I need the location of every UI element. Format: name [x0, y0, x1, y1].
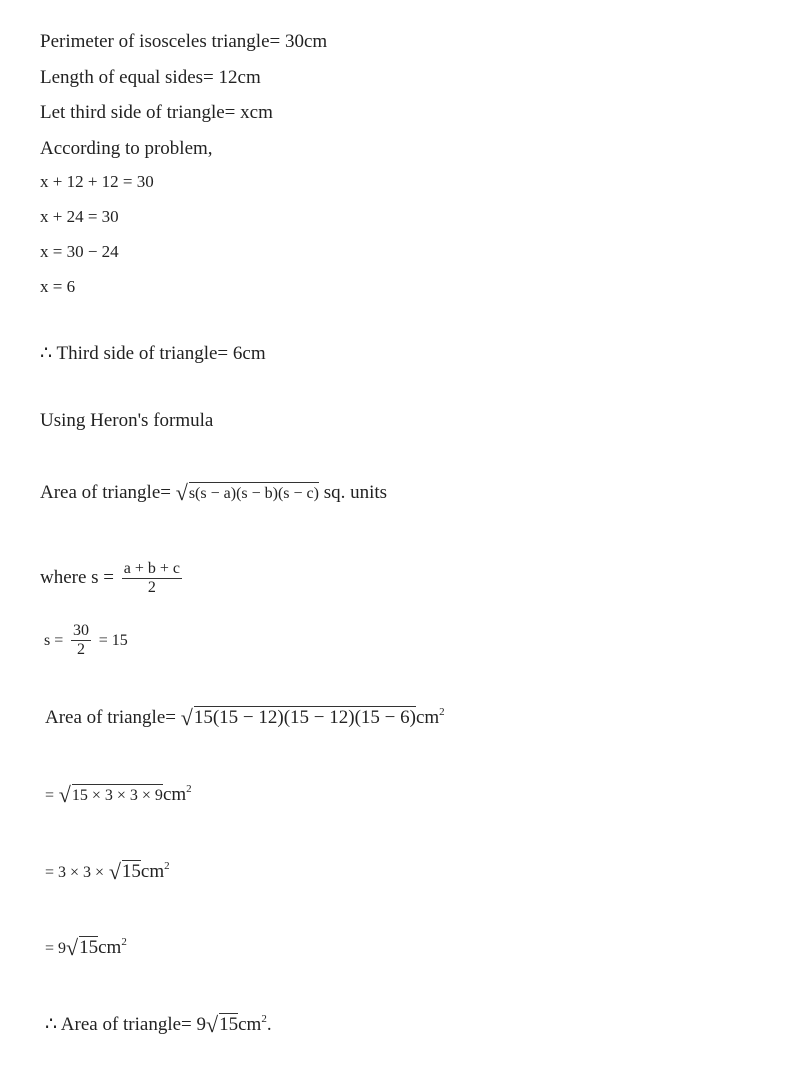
equation-3: x = 30 − 24	[40, 242, 119, 261]
s-fraction	[71, 622, 91, 659]
area-formula-label: Area of triangle=	[40, 482, 171, 503]
step-2-radical	[109, 860, 141, 884]
step-3-unit: cm	[98, 937, 122, 958]
area-formula-radicand: s(s − a)(s − b)(s − c)	[189, 482, 319, 504]
s-value-line	[44, 622, 128, 659]
step-1-radical	[59, 783, 163, 807]
sqrt-symbol: √	[58, 782, 71, 807]
final-unit: cm	[238, 1014, 262, 1035]
step-1-radicand: 15 × 3 × 3 × 9	[72, 784, 163, 806]
equal-sides-line: Length of equal sides= 12cm	[40, 67, 261, 88]
step-1-line	[45, 783, 192, 808]
where-s-label: where s =	[40, 566, 115, 588]
step-2-radicand: 15	[121, 861, 141, 882]
sqrt-symbol: √	[108, 859, 121, 884]
where-s-numerator: a + b + c	[123, 560, 181, 577]
final-radical	[206, 1013, 238, 1037]
s-numerator: 30	[73, 622, 89, 639]
area-substitution-unit: cm	[415, 707, 440, 728]
step-1-unit: cm	[162, 784, 187, 805]
s-label: s =	[44, 631, 64, 649]
final-suffix: .	[266, 1014, 272, 1035]
where-s-line	[40, 560, 185, 597]
final-radicand: 15	[219, 1014, 239, 1035]
step-3-radical	[66, 936, 98, 960]
sqrt-symbol: √	[66, 935, 79, 960]
heron-heading: Using Heron's formula	[40, 410, 214, 431]
sqrt-symbol: √	[206, 1012, 219, 1037]
area-substitution-line	[45, 706, 445, 730]
final-result-line	[45, 1013, 272, 1037]
step-3-prefix: = 9	[45, 940, 67, 957]
where-s-fraction	[122, 560, 182, 597]
step-3-line	[45, 936, 127, 961]
third-side-let-line: Let third side of triangle= xcm	[40, 102, 273, 123]
according-line: According to problem,	[40, 138, 213, 159]
equation-4: x = 6	[40, 277, 76, 296]
final-exponent: 2	[261, 1013, 267, 1025]
step-2-exponent: 2	[164, 860, 170, 872]
step-1-prefix: =	[45, 787, 55, 804]
area-formula-line	[40, 481, 387, 505]
equation-1: x + 12 + 12 = 30	[40, 172, 154, 191]
area-substitution-exponent: 2	[439, 706, 445, 718]
step-3-radicand: 15	[79, 937, 99, 958]
step-2-prefix: = 3 × 3 ×	[45, 864, 105, 881]
area-formula-radical	[176, 481, 319, 505]
step-2-unit: cm	[140, 861, 165, 882]
area-formula-units: sq. units	[323, 482, 388, 503]
sqrt-symbol: √	[175, 480, 188, 505]
step-3-exponent: 2	[121, 936, 127, 948]
perimeter-line: Perimeter of isosceles triangle= 30cm	[40, 31, 328, 52]
equation-2: x + 24 = 30	[40, 207, 119, 226]
area-substitution-radicand: 15(15 − 12)(15 − 12)(15 − 6)	[193, 707, 416, 728]
area-substitution-label: Area of triangle=	[45, 707, 176, 728]
sqrt-symbol: √	[180, 705, 193, 730]
s-denominator: 2	[77, 641, 85, 658]
area-substitution-radical	[181, 706, 416, 730]
final-prefix: ∴ Area of triangle= 9	[45, 1014, 207, 1035]
where-s-denominator: 2	[147, 579, 156, 596]
s-result: = 15	[98, 631, 128, 649]
step-2-line	[45, 860, 170, 885]
third-side-result: ∴ Third side of triangle= 6cm	[40, 343, 266, 364]
step-1-exponent: 2	[186, 783, 192, 795]
